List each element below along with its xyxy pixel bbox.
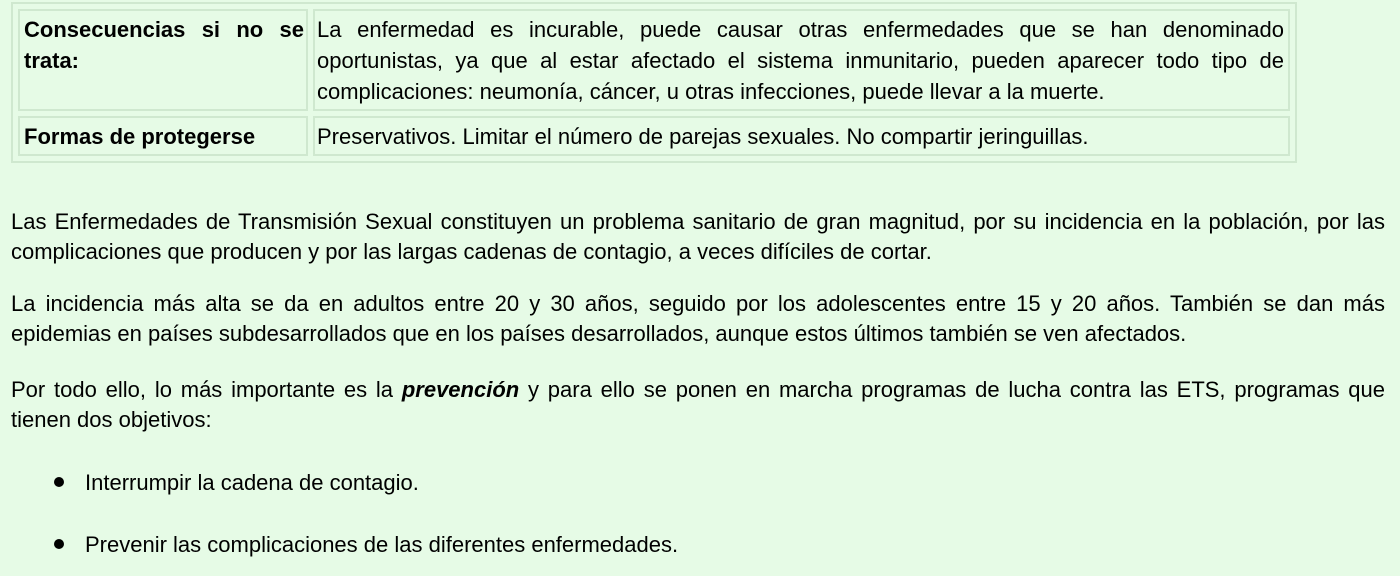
list-item <box>52 529 1372 560</box>
paragraph-incidence: La incidencia más alta se da en adultos entre 20 y 30 años, seguido por los adolescentes entre 15 y 20 años. También se dan más epidemias en países subdesarrollados que en los países desarrollados, aunque estos últimos también se ven afectados. <box>11 291 1385 346</box>
table-row-protection <box>18 116 1290 156</box>
disease-info-table <box>11 2 1297 163</box>
paragraph-prevention-before: Por todo ello, lo más importante es la <box>11 377 402 402</box>
paragraph-prevention-after: y para ello se ponen en marcha programas de lucha contra las ETS, programas que tienen dos objetivos: <box>11 377 1386 432</box>
row-label: Consecuencias si no se trata: <box>18 9 308 111</box>
bullet-icon <box>54 477 64 487</box>
objectives-list <box>52 467 1372 576</box>
row-value: La enfermedad es incurable, puede causar otras enfermedades que se han denominado oportunistas, ya que al estar afectado el sistema inmunitario, pueden aparecer todo tipo de complicaciones: neumonía, cáncer, u otras infecciones, puede llevar a la muerte. <box>313 9 1290 111</box>
row-value: Preservativos. Limitar el número de parejas sexuales. No compartir jeringuillas. <box>313 116 1290 156</box>
paragraph-ets-problem: Las Enfermedades de Transmisión Sexual constituyen un problema sanitario de gran magnitud, por su incidencia en la población, por las complicaciones que producen y por las largas cadenas de contagio, a veces difíciles de cortar. <box>11 209 1385 264</box>
prevention-emphasis: prevención <box>401 377 520 402</box>
list-item-text: Prevenir las complicaciones de las diferentes enfermedades. <box>85 532 679 557</box>
table-row-consequences <box>18 9 1290 111</box>
list-item <box>52 467 1372 498</box>
list-item-text: Interrumpir la cadena de contagio. <box>85 470 419 495</box>
bullet-icon <box>54 539 64 549</box>
paragraph-prevention <box>11 375 1385 435</box>
row-label: Formas de protegerse <box>18 116 308 156</box>
